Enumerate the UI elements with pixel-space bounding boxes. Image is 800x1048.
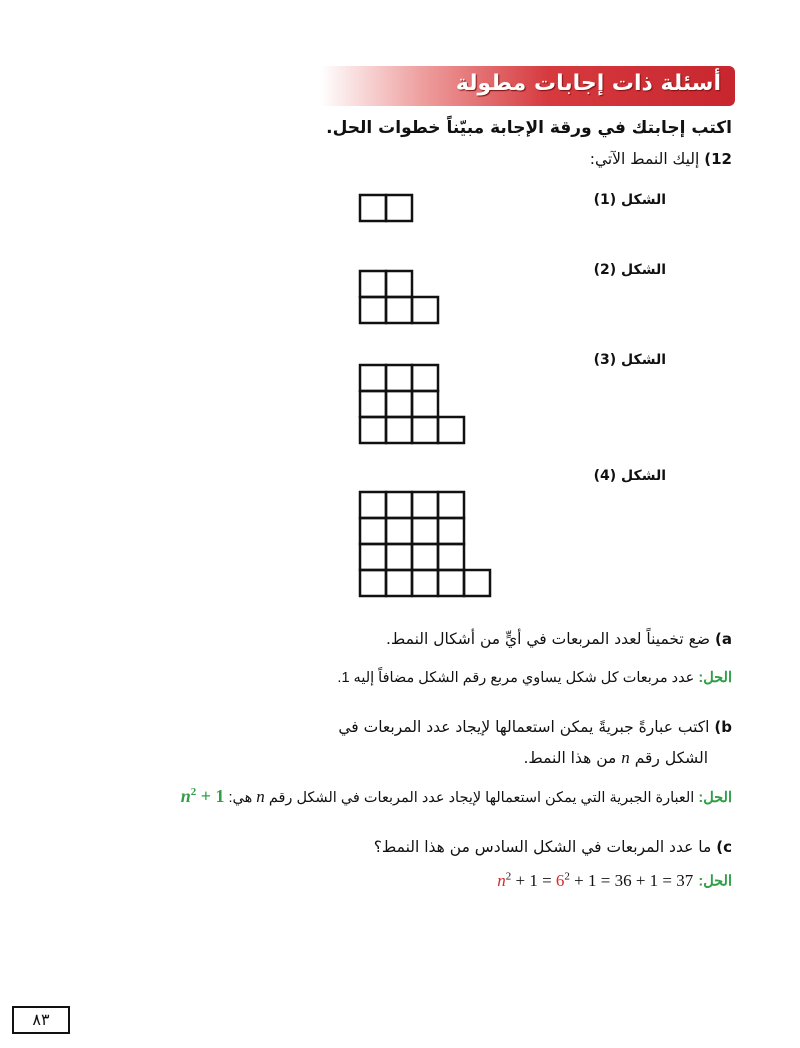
part-b-variable: n xyxy=(621,748,630,767)
page-number: ٨٣ xyxy=(12,1006,70,1034)
eq-n: n xyxy=(497,870,506,890)
eq-n-exp: 2 xyxy=(505,870,512,882)
figure-label-4: الشكل (4) xyxy=(593,468,666,484)
grid-square xyxy=(438,570,464,596)
grid-square xyxy=(360,195,386,221)
grid-square xyxy=(360,365,386,391)
part-b-text-2a: الشكل رقم xyxy=(634,749,708,767)
grid-square xyxy=(386,195,412,221)
part-b-text-2b: من هذا النمط. xyxy=(523,749,617,767)
part-c-letter: c) xyxy=(716,838,732,856)
grid-square xyxy=(360,518,386,544)
grid-square xyxy=(386,544,412,570)
figure-label-2: الشكل (2) xyxy=(593,262,666,278)
expression-base: n xyxy=(180,786,191,806)
section-header-title: أسئلة ذات إجابات مطولة xyxy=(455,71,721,96)
grid-square xyxy=(438,492,464,518)
grid-square xyxy=(386,365,412,391)
grid-square xyxy=(412,492,438,518)
grid-square xyxy=(412,297,438,323)
part-a-solution-text: عدد مربعات كل شكل يساوي مربع رقم الشكل مضافاً إليه 1. xyxy=(337,670,695,686)
part-b-question-line2 xyxy=(523,748,708,768)
grid-square xyxy=(412,544,438,570)
grid-square xyxy=(438,518,464,544)
figure-label-1: الشكل (1) xyxy=(593,192,666,208)
grid-square xyxy=(360,391,386,417)
eq-six: 6 xyxy=(555,870,565,890)
part-c-solution-label: الحل: xyxy=(698,873,732,890)
part-b-solution-text-post: هي: xyxy=(228,790,253,806)
expression-rest: + 1 xyxy=(196,786,225,806)
grid-square xyxy=(386,518,412,544)
grid-square xyxy=(386,271,412,297)
grid-square xyxy=(464,570,490,596)
figure-3-grid xyxy=(360,365,464,443)
question-text: إليك النمط الآتي: xyxy=(589,150,700,168)
grid-square xyxy=(438,417,464,443)
grid-square xyxy=(386,391,412,417)
part-c-question xyxy=(374,838,732,856)
grid-square xyxy=(412,570,438,596)
grid-square xyxy=(386,297,412,323)
part-b-solution-variable: n xyxy=(256,787,265,806)
instructions: اكتب إجابتك في ورقة الإجابة مبيّناً خطوات الحل. xyxy=(326,118,732,138)
part-b-solution-label: الحل: xyxy=(698,790,732,806)
grid-square xyxy=(360,271,386,297)
figure-4-grid xyxy=(360,492,490,596)
grid-square xyxy=(360,570,386,596)
grid-square xyxy=(360,544,386,570)
question-number: 12) xyxy=(704,150,732,168)
eq-six-exp: 2 xyxy=(564,870,570,882)
grid-square xyxy=(386,417,412,443)
eq-mid: + 1 = xyxy=(511,870,556,890)
part-a-solution-label: الحل: xyxy=(698,670,732,686)
part-a-letter: a) xyxy=(715,630,732,648)
part-c-solution xyxy=(497,870,732,891)
part-b-question-line1 xyxy=(338,718,732,736)
part-b-text-1: اكتب عبارةً جبريةً يمكن استعمالها لإيجاد عدد المربعات في xyxy=(338,718,710,736)
part-c-equation xyxy=(497,871,693,890)
part-b-solution xyxy=(181,786,732,807)
part-a-question xyxy=(386,630,732,648)
grid-square xyxy=(438,544,464,570)
grid-square xyxy=(412,417,438,443)
grid-square xyxy=(412,518,438,544)
figure-2-grid xyxy=(360,271,438,323)
part-a-solution xyxy=(337,670,732,686)
grid-square xyxy=(412,391,438,417)
grid-square xyxy=(360,417,386,443)
grid-square xyxy=(360,492,386,518)
part-b-letter: b) xyxy=(714,718,732,736)
figure-1-grid xyxy=(360,195,412,221)
grid-square xyxy=(412,365,438,391)
figure-label-3: الشكل (3) xyxy=(593,352,666,368)
part-a-text: ضع تخميناً لعدد المربعات في أيٍّ من أشكال النمط. xyxy=(385,630,711,648)
part-c-text: ما عدد المربعات في الشكل السادس من هذا النمط؟ xyxy=(373,838,712,856)
grid-square xyxy=(386,492,412,518)
grid-square xyxy=(386,570,412,596)
expression-exponent: 2 xyxy=(190,786,197,798)
part-b-solution-text-pre: العبارة الجبرية التي يمكن استعمالها لإيجاد عدد المربعات في الشكل رقم xyxy=(268,790,695,806)
grid-square xyxy=(360,297,386,323)
part-b-expression xyxy=(181,786,225,806)
eq-end: + 1 = 36 + 1 = 37 xyxy=(569,870,694,890)
